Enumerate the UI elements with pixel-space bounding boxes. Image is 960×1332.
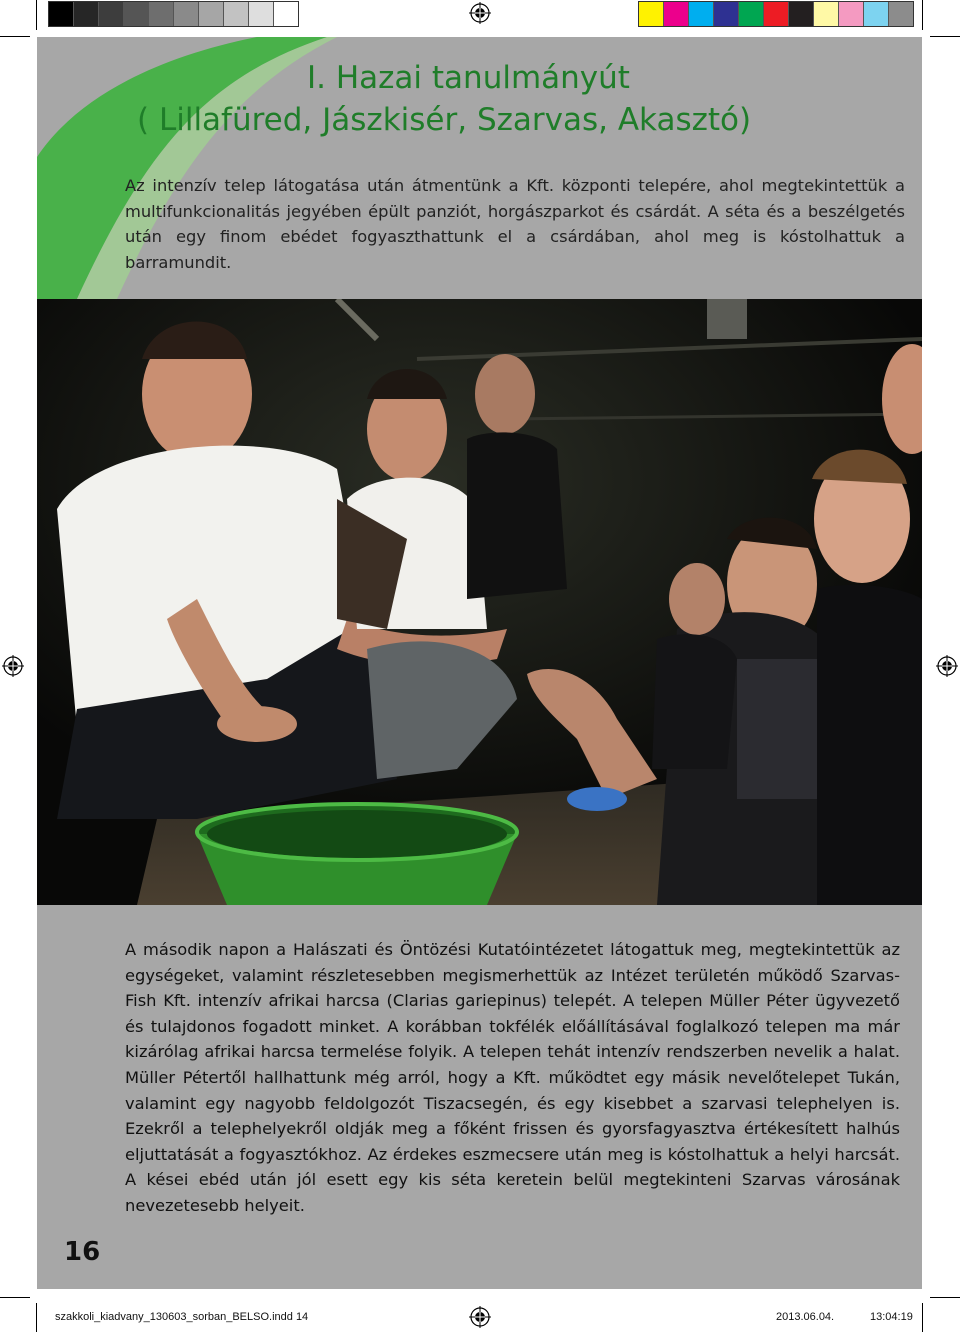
color-swatch-5 <box>739 2 764 26</box>
gray-swatch-1 <box>49 2 74 26</box>
color-swatch-9 <box>839 2 864 26</box>
color-swatch-11 <box>889 2 913 26</box>
registration-mark-right <box>936 655 958 677</box>
color-swatch-6 <box>764 2 789 26</box>
page-number: 16 <box>64 1237 101 1267</box>
gray-swatch-3 <box>99 2 124 26</box>
registration-mark-left <box>2 655 24 677</box>
title-line-1: I. Hazai tanulmányút <box>307 60 630 96</box>
footer-filename: szakkoli_kiadvany_130603_sorban_BELSO.indd 14 <box>55 1311 309 1323</box>
crop-mark-top-right-v <box>922 0 923 30</box>
color-swatch-1 <box>639 2 664 26</box>
color-swatch-3 <box>689 2 714 26</box>
registration-mark-top <box>469 2 491 24</box>
crop-mark-top-right-h <box>930 36 960 37</box>
crop-mark-top-left-h <box>0 36 30 37</box>
group-photo <box>37 299 922 905</box>
body-paragraph: A második napon a Halászati és Öntözési Kutatóintézetet látogattuk meg, megtekintettük az egységeket, valamint részletesebben megismerhettük az Intézet területén működő Szarvas-Fish Kft. intenzív afrikai harcsa (Clarias gariepinus) telepét. A telepen Müller Péter ügyvezető és tulajdonos fogadott minket. A korábban tokfélék előállításával foglalkozó telepen ma már kizárólag afrikai harcsa termelése folyik. A telepen tehát intenzív rendszerben nevelik a halat. Müller Pétertől hallhattunk még arról, hogy a Kft. működtet egy másik nevelőtelepet Tukán, valamint egy nagyobb feldolgozót Tiszacsegén, és egy kisebbet a szarvasi telephelyen is. Ezekről a telephelyekről oldják meg a főként frissen és gyorsfagyasztva értékesített halhús eljuttatását a fogyasztókhoz. Az érdekes eszmecsere után meg is kóstolhattuk a helyi harcsát. A kései ebéd után jól esett egy kis séta keretein belül megtekinteni Szarvas városának nevezetesebb helyeit. <box>125 940 900 1215</box>
registration-mark-bottom <box>469 1306 491 1328</box>
crop-mark-bottom-left-h <box>0 1297 30 1298</box>
intro-paragraph: Az intenzív telep látogatása után átmentünk a Kft. központi telepére, ahol megtekintettük a multifunkcionalitás jegyében épült panziót, horgászparkot és csárdát. A séta és a beszélgetés után egy finom ebédet fogyaszthattunk el a csárdában, ahol meg is kóstolhattuk a barramundit. <box>125 176 905 272</box>
color-swatch-8 <box>814 2 839 26</box>
gray-swatch-4 <box>124 2 149 26</box>
crop-mark-bottom-right-v <box>922 1303 923 1332</box>
gray-swatch-10 <box>274 2 298 26</box>
printed-page <box>37 37 922 1289</box>
footer-date: 2013.06.04. <box>776 1311 835 1323</box>
gray-swatch-8 <box>224 2 249 26</box>
gray-swatch-2 <box>74 2 99 26</box>
process-color-bar <box>638 1 914 27</box>
footer-time: 13:04:19 <box>870 1311 913 1323</box>
gray-swatch-6 <box>174 2 199 26</box>
color-swatch-7 <box>789 2 814 26</box>
gray-swatch-7 <box>199 2 224 26</box>
crop-mark-bottom-right-h <box>930 1297 960 1298</box>
article-title <box>137 57 897 141</box>
title-line-2: ( Lillafüred, Jászkisér, Szarvas, Akasztó) <box>137 102 752 138</box>
crop-mark-top-left-v <box>36 0 37 30</box>
crop-mark-bottom-left-v <box>36 1303 37 1332</box>
color-swatch-10 <box>864 2 889 26</box>
color-swatch-2 <box>664 2 689 26</box>
gray-swatch-5 <box>149 2 174 26</box>
color-swatch-4 <box>714 2 739 26</box>
gray-swatch-9 <box>249 2 274 26</box>
grayscale-color-bar <box>48 1 299 27</box>
